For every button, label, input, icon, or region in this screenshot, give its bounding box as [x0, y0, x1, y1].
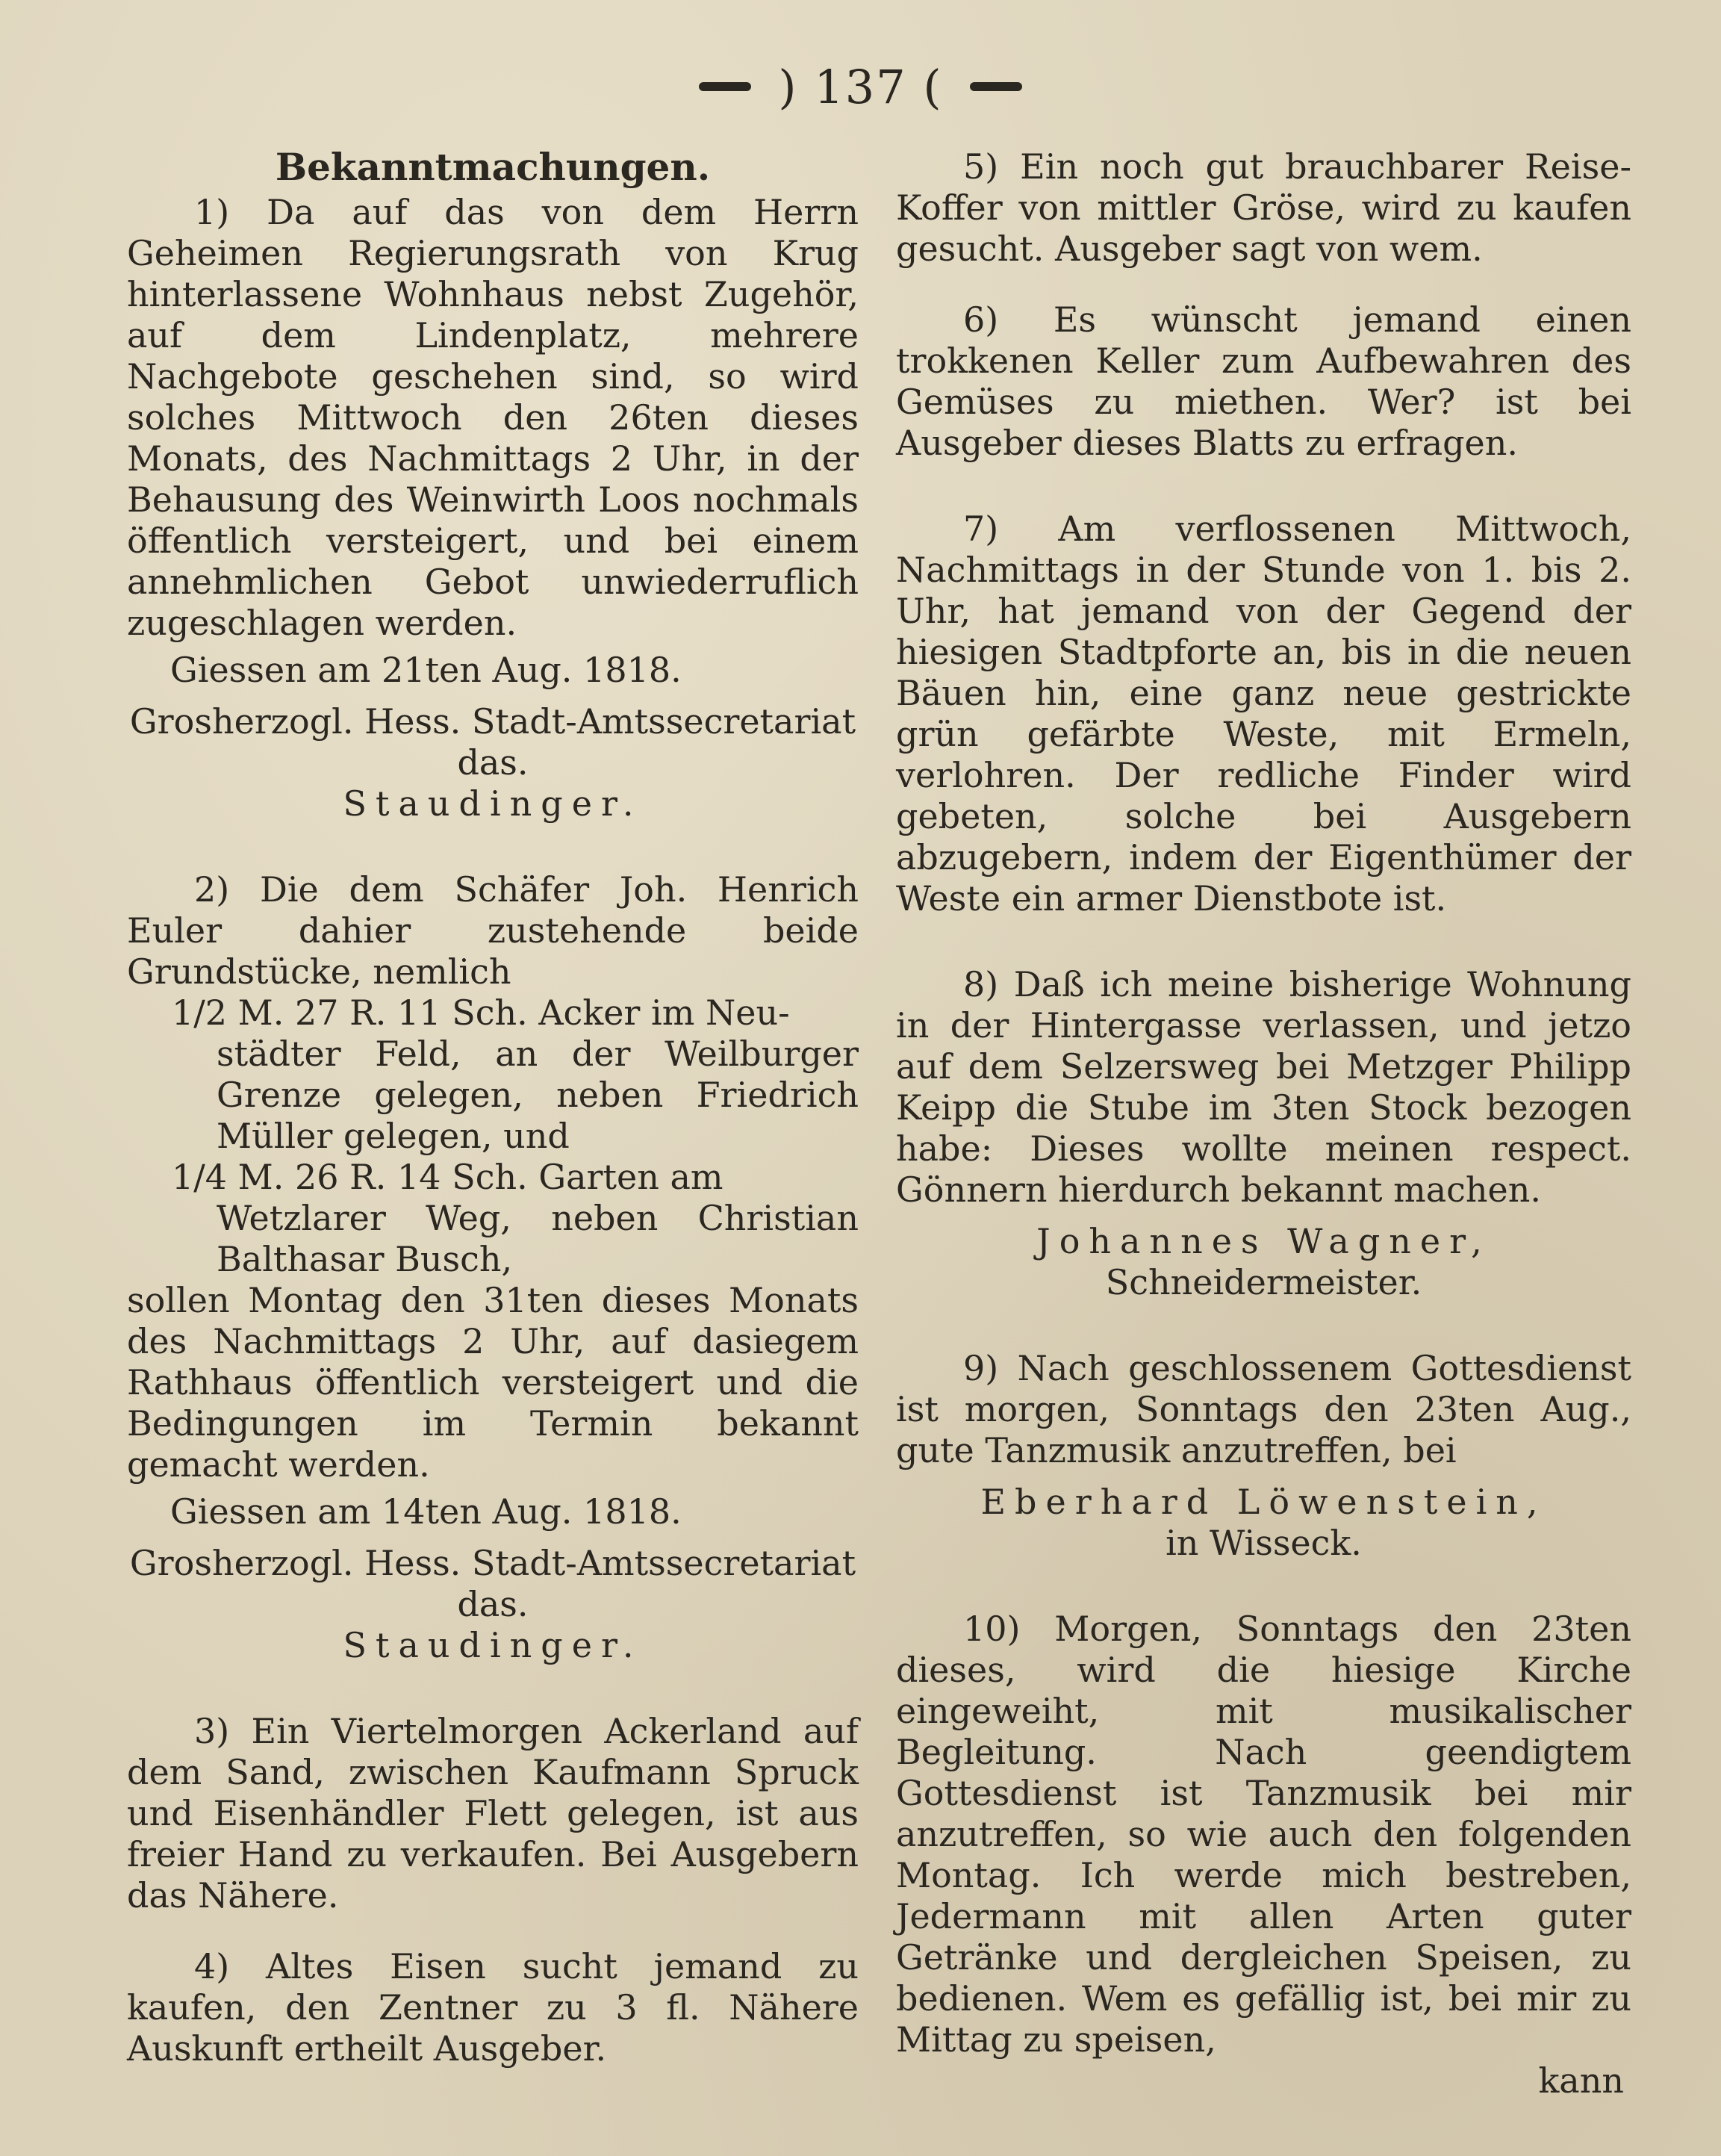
notice-1-signature-office: Grosherzogl. Hess. Stadt-Amtssecretariat das.	[129, 701, 856, 783]
notice-7-text: 7) Am verflossenen Mittwoch, Nachmittags in der Stunde von 1. bis 2. Uhr, hat jemand von der Gegend der hiesigen Stadtpforte an, bis in die neuen Bäuen hin, eine ganz neue gestrickte grün gefärbte Weste, mit Ermeln, verlohren. Der redliche Finder wird gebeten, solche bei Ausgebern abzugebern, indem der Eigenthümer der Weste ein armer Dienstbote ist.	[896, 509, 1631, 919]
notice-2-item-2	[172, 1157, 859, 1280]
notice-8-signature	[896, 1221, 1631, 1303]
spacer	[896, 464, 1631, 509]
spacer	[127, 824, 859, 869]
notice-1-signature-name: Staudinger.	[343, 783, 643, 824]
notice-1-date: Giessen am 21ten Aug. 1818.	[170, 650, 682, 690]
notice-10-text: 10) Morgen, Sonntags den 23ten dieses, wird die hiesige Kirche eingeweiht, mit musikalischer Begleitung. Nach geendigtem Gottesdienst ist Tanzmusik bei mir anzutreffen, so wie auch den folgenden Montag. Ich werde mich bestreben, Jedermann mit allen Arten guter Getränke und dergleichen Speisen, zu bedienen. Wem es gefällig ist, bei mir zu Mittag zu speisen,	[896, 1609, 1631, 2060]
section-heading: Bekanntmachungen.	[275, 145, 711, 189]
left-column	[127, 146, 859, 2069]
notice-1-text: 1) Da auf das von dem Herrn Geheimen Regierungsrath von Krug hinterlassene Wohnhaus nebst Zugehör, auf dem Lindenplatz, mehrere Nachgebote geschehen sind, so wird solches Mittwoch den 26ten dieses Monats, des Nachmittags 2 Uhr, in der Behausung des Weinwirth Loos nochmals öffentlich versteigert, und bei einem annehmlichen Gebot unwiederruflich zugeschlagen werden.	[127, 192, 859, 643]
right-column	[896, 146, 1631, 2101]
header-dash-right	[970, 82, 1022, 91]
notice-2-item-1	[172, 992, 859, 1157]
notice-2-item-1-line: 1/2 M. 27 R. 11 Sch. Acker im Neu-	[172, 992, 790, 1033]
spacer	[896, 1303, 1631, 1348]
page-number: ) 137 (	[778, 59, 943, 114]
notice-1-signature	[127, 701, 859, 824]
notice-2-intro: 2) Die dem Schäfer Joh. Henrich Euler dahier zustehende beide Grundstücke, nemlich	[127, 869, 859, 992]
notice-9-signature-name: Eberhard Löwenstein,	[980, 1482, 1547, 1522]
notice-4-text: 4) Altes Eisen sucht jemand zu kaufen, den Zentner zu 3 fl. Nähere Auskunft ertheilt Ausgeber.	[127, 1946, 859, 2069]
notice-9-signature	[896, 1482, 1631, 1564]
spacer	[896, 270, 1631, 299]
notice-6-text: 6) Es wünscht jemand einen trokkenen Keller zum Aufbewahren des Gemüses zu miethen. Wer? ist bei Ausgeber dieses Blatts zu erfragen.	[896, 299, 1631, 463]
notice-8-text: 8) Daß ich meine bisherige Wohnung in der Hintergasse verlassen, und jetzo auf dem Selzersweg bei Metzger Philipp Keipp die Stube im 3ten Stock bezogen habe: Dieses wollte meinen respect. Gönnern hierdurch bekannt machen.	[896, 964, 1631, 1210]
notice-2-item-2-cont: Wetzlarer Weg, neben Christian Balthasar Busch,	[217, 1198, 859, 1279]
notice-2-signature-name: Staudinger.	[343, 1625, 643, 1665]
spacer	[896, 919, 1631, 964]
notice-2-body: sollen Montag den 31ten dieses Monats des Nachmittags 2 Uhr, auf dasiegem Rathhaus öffentlich versteigert und die Bedingungen im Termin bekannt gemacht werden.	[127, 1280, 859, 1485]
header-dash-left	[699, 82, 751, 91]
page-header	[0, 49, 1721, 124]
spacer	[127, 1666, 859, 1711]
notice-9-signature-place: in Wisseck.	[1166, 1523, 1362, 1563]
notice-2-signature-office: Grosherzogl. Hess. Stadt-Amtssecretariat das.	[129, 1543, 856, 1624]
notice-5-text: 5) Ein noch gut brauchbarer Reise-Koffer von mittler Gröse, wird zu kaufen gesucht. Ausgeber sagt von wem.	[896, 146, 1631, 269]
notice-9-text: 9) Nach geschlossenem Gottesdienst ist morgen, Sonntags den 23ten Aug., gute Tanzmusik anzutreffen, bei	[896, 1348, 1631, 1470]
spacer	[896, 1564, 1631, 1609]
notice-2-item-2-line: 1/4 M. 26 R. 14 Sch. Garten am	[172, 1157, 723, 1197]
notice-3-text: 3) Ein Viertelmorgen Ackerland auf dem Sand, zwischen Kaufmann Spruck und Eisenhändler Flett gelegen, ist aus freier Hand zu verkaufen. Bei Ausgebern das Nähere.	[127, 1711, 859, 1916]
notice-2-signature	[127, 1543, 859, 1666]
notice-8-signature-title: Schneidermeister.	[1105, 1262, 1422, 1302]
notice-2-date: Giessen am 14ten Aug. 1818.	[170, 1491, 682, 1532]
spacer	[127, 1916, 859, 1946]
catchword: kann	[1538, 2060, 1624, 2101]
notice-2-item-1-cont: städter Feld, an der Weilburger Grenze gelegen, neben Friedrich Müller gelegen, und	[217, 1034, 859, 1156]
notice-8-signature-name: Johannes Wagner,	[1036, 1221, 1491, 1261]
